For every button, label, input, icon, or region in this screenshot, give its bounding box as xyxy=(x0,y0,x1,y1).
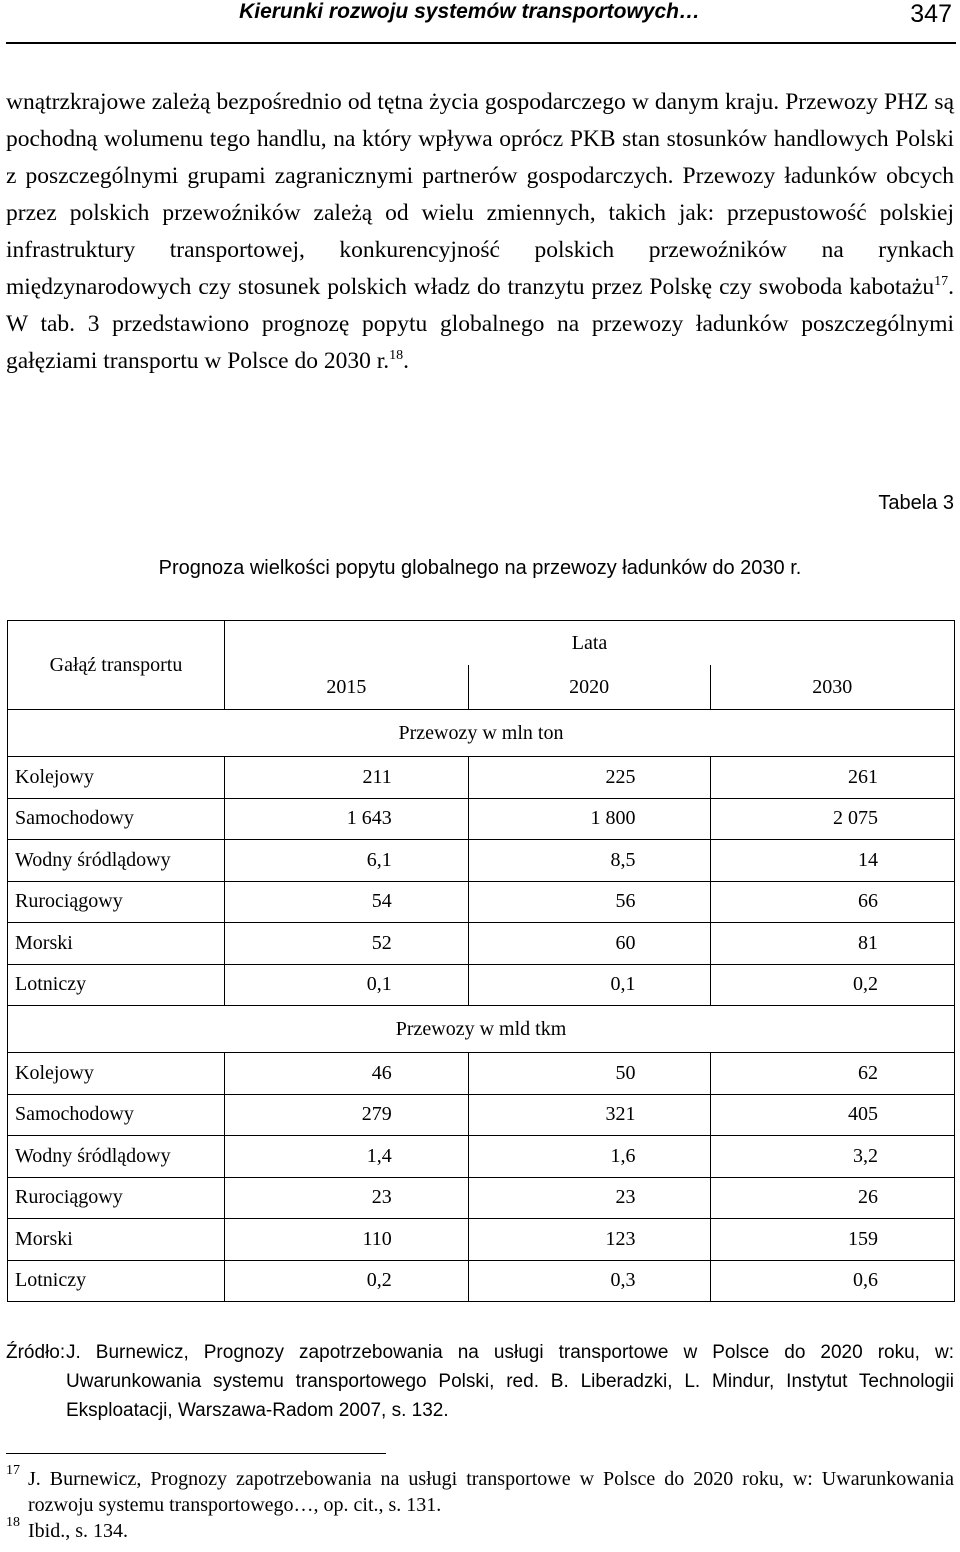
footnote-text: J. Burnewicz, Prognozy zapotrzebowania na usługi transportowe w Polsce do 2020 roku, w: Uwarunkowania rozwoju systemu transportowego…, op. cit., s. 131. xyxy=(28,1468,954,1516)
cell-2030: 159 xyxy=(710,1219,954,1261)
cell-2020: 123 xyxy=(468,1219,710,1261)
running-title: Kierunki rozwoju systemów transportowych… xyxy=(239,0,700,23)
table-label: Tabela 3 xyxy=(878,492,954,514)
cell-2020: 1,6 xyxy=(468,1136,710,1178)
cell-2030: 66 xyxy=(710,881,954,923)
section-unit-tkm: Przewozy w mld tkm xyxy=(8,1006,955,1053)
table-row xyxy=(8,1053,955,1095)
cell-2015: 279 xyxy=(225,1094,469,1136)
table-row xyxy=(8,881,955,923)
footnote-number: 18 xyxy=(6,1515,20,1530)
table-row xyxy=(8,964,955,1006)
cell-2030: 62 xyxy=(710,1053,954,1095)
footnotes xyxy=(6,1463,954,1544)
cell-2020: 56 xyxy=(468,881,710,923)
footnote-number: 17 xyxy=(6,1463,20,1478)
table-header-row xyxy=(8,621,955,666)
table-row xyxy=(8,1177,955,1219)
cell-2015: 1 643 xyxy=(225,798,469,840)
table-row xyxy=(8,798,955,840)
section-row-tkm xyxy=(8,1006,955,1053)
header-rule xyxy=(6,42,956,44)
cell-2015: 46 xyxy=(225,1053,469,1095)
header-year-2020: 2020 xyxy=(468,665,710,710)
forecast-table xyxy=(7,620,955,1302)
row-name: Wodny śródlądowy xyxy=(8,1136,225,1178)
cell-2020: 8,5 xyxy=(468,840,710,882)
row-name: Kolejowy xyxy=(8,1053,225,1095)
cell-2015: 6,1 xyxy=(225,840,469,882)
table-row xyxy=(8,923,955,965)
cell-2020: 1 800 xyxy=(468,798,710,840)
page-number: 347 xyxy=(910,0,952,28)
body-text-part-2: . W tab. 3 przedstawiono prognozę popytu globalnego na przewozy ładunków poszczególnymi gałęziami transportu w Polsce do 2030 r. xyxy=(6,274,954,374)
cell-2030: 14 xyxy=(710,840,954,882)
cell-2030: 0,2 xyxy=(710,964,954,1006)
row-name: Lotniczy xyxy=(8,1260,225,1302)
table-row xyxy=(8,840,955,882)
cell-2030: 3,2 xyxy=(710,1136,954,1178)
cell-2030: 405 xyxy=(710,1094,954,1136)
header-branch: Gałąź transportu xyxy=(8,621,225,710)
body-paragraph xyxy=(6,84,954,380)
cell-2020: 23 xyxy=(468,1177,710,1219)
footnote-18 xyxy=(6,1515,954,1544)
cell-2015: 23 xyxy=(225,1177,469,1219)
cell-2030: 26 xyxy=(710,1177,954,1219)
header-year-2015: 2015 xyxy=(225,665,469,710)
cell-2015: 1,4 xyxy=(225,1136,469,1178)
cell-2030: 0,6 xyxy=(710,1260,954,1302)
table-row xyxy=(8,1136,955,1178)
cell-2020: 60 xyxy=(468,923,710,965)
cell-2020: 50 xyxy=(468,1053,710,1095)
table-row xyxy=(8,1094,955,1136)
cell-2015: 52 xyxy=(225,923,469,965)
cell-2015: 54 xyxy=(225,881,469,923)
row-name: Rurociągowy xyxy=(8,881,225,923)
row-name: Samochodowy xyxy=(8,798,225,840)
cell-2015: 110 xyxy=(225,1219,469,1261)
row-name: Lotniczy xyxy=(8,964,225,1006)
table-row xyxy=(8,1260,955,1302)
cell-2030: 81 xyxy=(710,923,954,965)
cell-2020: 0,1 xyxy=(468,964,710,1006)
table-source xyxy=(6,1338,954,1425)
footnote-ref-17: 17 xyxy=(934,274,949,290)
source-text: J. Burnewicz, Prognozy zapotrzebowania na usługi transportowe w Polsce do 2020 roku, w: Uwarunkowania systemu transportowego Polski, red. B. Liberadzki, L. Mindur, Instytut Technologii Eksploatacji, Warszawa-Radom 2007, s. 132. xyxy=(66,1342,954,1421)
body-text-part-1: wnątrzkrajowe zależą bezpośrednio od tętna życia gospodarczego w danym kraju. Przewozy PHZ są pochodną wolumenu tego handlu, na który wpływa oprócz PKB stan stosunków handlowych Polski z poszczególnymi grupami zagranicznymi partnerów gospodarczych. Przewozy ładunków obcych przez polskich przewoźników zależą od wielu zmiennych, takich jak: przepustowość polskiej infrastruktury transportowej, konkurencyjność polskich przewoźników na rynkach międzynarodowych czy stosunek polskich władz do tranzytu przez Polskę czy swoboda kabotażu xyxy=(6,89,954,300)
footnote-ref-18: 18 xyxy=(389,348,404,364)
cell-2015: 0,2 xyxy=(225,1260,469,1302)
cell-2020: 0,3 xyxy=(468,1260,710,1302)
cell-2020: 321 xyxy=(468,1094,710,1136)
cell-2030: 2 075 xyxy=(710,798,954,840)
cell-2015: 0,1 xyxy=(225,964,469,1006)
cell-2015: 211 xyxy=(225,757,469,799)
table-row xyxy=(8,757,955,799)
source-label: Źródło: xyxy=(6,1342,66,1363)
table-row xyxy=(8,1219,955,1261)
row-name: Wodny śródlądowy xyxy=(8,840,225,882)
row-name: Samochodowy xyxy=(8,1094,225,1136)
header-year-2030: 2030 xyxy=(710,665,954,710)
row-name: Morski xyxy=(8,923,225,965)
section-row-tons xyxy=(8,710,955,757)
section-unit-tons: Przewozy w mln ton xyxy=(8,710,955,757)
cell-2030: 261 xyxy=(710,757,954,799)
row-name: Rurociągowy xyxy=(8,1177,225,1219)
body-text-part-3: . xyxy=(403,348,409,374)
cell-2020: 225 xyxy=(468,757,710,799)
row-name: Kolejowy xyxy=(8,757,225,799)
footnote-rule xyxy=(6,1453,386,1454)
footnote-text: Ibid., s. 134. xyxy=(28,1520,128,1542)
header-years: Lata xyxy=(225,621,955,666)
footnote-17 xyxy=(6,1463,954,1518)
running-header xyxy=(0,0,960,44)
row-name: Morski xyxy=(8,1219,225,1261)
table-title: Prognoza wielkości popytu globalnego na przewozy ładunków do 2030 r. xyxy=(158,557,802,579)
